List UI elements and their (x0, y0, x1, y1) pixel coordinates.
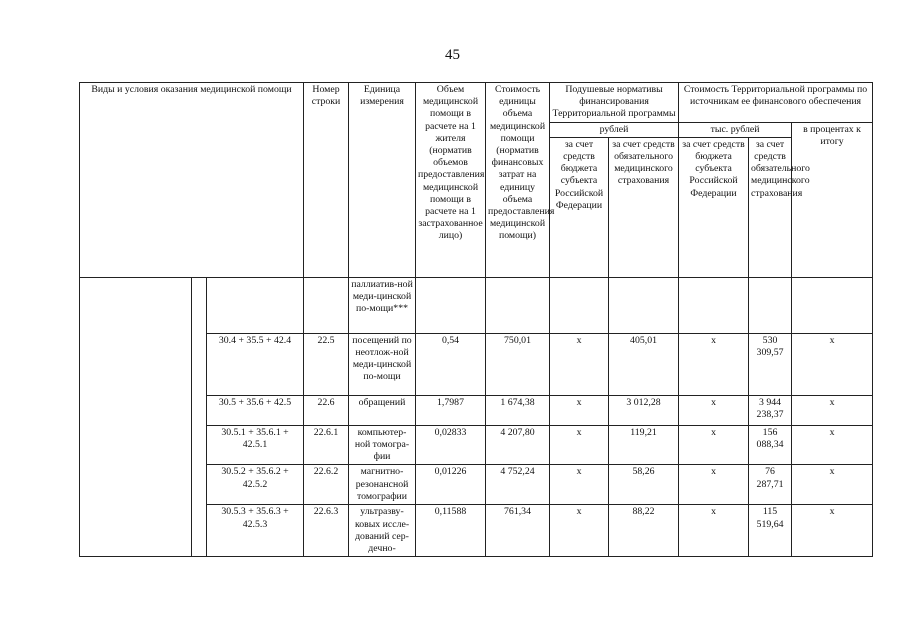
row-num-cell (304, 277, 349, 333)
volume-cell (416, 277, 486, 333)
volume-cell: 0,11588 (416, 505, 486, 557)
pct-cell: x (792, 425, 873, 465)
pct-cell: x (792, 505, 873, 557)
t-oms-cell: 3 944 238,37 (749, 395, 792, 425)
cost-cell: 1 674,38 (486, 395, 550, 425)
table-row (80, 277, 873, 333)
ref-cell: 30.5 + 35.6 + 42.5 (207, 395, 304, 425)
volume-cell: 0,01226 (416, 465, 486, 505)
volume-cell: 0,02833 (416, 425, 486, 465)
t-budget-cell: x (679, 395, 749, 425)
row-num-cell: 22.5 (304, 333, 349, 395)
financing-table (79, 82, 873, 557)
header-per-capita: Подушевые нормативы финансирования Территориальной программы (550, 83, 679, 123)
row-num-cell: 22.6.2 (304, 465, 349, 505)
header-t-budget: за счет средств бюджета субъекта Российской Федерации (679, 137, 749, 277)
ref-cell: 30.5.3 + 35.6.3 + 42.5.3 (207, 505, 304, 557)
pc-oms-cell: 3 012,28 (609, 395, 679, 425)
t-budget-cell: x (679, 465, 749, 505)
ref-cell: 30.5.2 + 35.6.2 + 42.5.2 (207, 465, 304, 505)
pct-cell: x (792, 395, 873, 425)
t-budget-cell (679, 277, 749, 333)
header-row-1 (80, 83, 873, 123)
pc-oms-cell: 119,21 (609, 425, 679, 465)
t-oms-cell: 76 287,71 (749, 465, 792, 505)
cost-cell: 4 207,80 (486, 425, 550, 465)
page-number: 45 (445, 47, 460, 63)
header-territorial: Стоимость Территориальной программы по источникам ее финансового обеспечения (679, 83, 873, 123)
header-pc-budget: за счет средств бюджета субъекта Российской Федерации (550, 137, 609, 277)
unit-cell: паллиатив-ной меди-цинской по-мощи*** (349, 277, 416, 333)
pc-budget-cell: x (550, 333, 609, 395)
header-cost: Стоимость единицы объема медицинской помощи (норматив финансовых затрат на единицу объема предоставления медицинской помощи) (486, 83, 550, 278)
header-types: Виды и условия оказания медицинской помощи (80, 83, 304, 278)
row-num-cell: 22.6 (304, 395, 349, 425)
t-budget-cell: x (679, 333, 749, 395)
header-unit: Единица измерения (349, 83, 416, 278)
t-budget-cell: x (679, 425, 749, 465)
volume-cell: 0,54 (416, 333, 486, 395)
volume-cell: 1,7987 (416, 395, 486, 425)
pc-budget-cell (550, 277, 609, 333)
header-volume: Объем медицинской помощи в расчете на 1 жителя (норматив объемов предоставления медицинской помощи в расчете на 1 застрахованное лицо) (416, 83, 486, 278)
header-pc-oms: за счет средств обязательного медицинского страхования (609, 137, 679, 277)
unit-cell: ультразву-ковых иссле-дований сер-дечно- (349, 505, 416, 557)
row-num-cell: 22.6.1 (304, 425, 349, 465)
header-thousand-rubles: тыс. рублей (679, 122, 792, 137)
pc-budget-cell: x (550, 395, 609, 425)
row-num-cell: 22.6.3 (304, 505, 349, 557)
header-row-number: Номер строки (304, 83, 349, 278)
t-oms-cell: 156 088,34 (749, 425, 792, 465)
cost-cell: 4 752,24 (486, 465, 550, 505)
t-budget-cell: x (679, 505, 749, 557)
pc-oms-cell: 58,26 (609, 465, 679, 505)
unit-cell: обращений (349, 395, 416, 425)
pct-cell (792, 277, 873, 333)
pct-cell: x (792, 333, 873, 395)
ref-cell: 30.5.1 + 35.6.1 + 42.5.1 (207, 425, 304, 465)
unit-cell: магнитно-резонансной томографии (349, 465, 416, 505)
types-subcell (192, 277, 207, 557)
ref-cell: 30.4 + 35.5 + 42.4 (207, 333, 304, 395)
pc-oms-cell: 405,01 (609, 333, 679, 395)
header-t-oms: за счет средств обязательного медицинского страхования (749, 137, 792, 277)
cost-cell: 761,34 (486, 505, 550, 557)
types-cell (80, 277, 192, 557)
pc-budget-cell: x (550, 425, 609, 465)
cost-cell: 750,01 (486, 333, 550, 395)
header-percent: в процентах к итогу (792, 122, 873, 277)
ref-cell (207, 277, 304, 333)
unit-cell: компьютер-ной томогра-фии (349, 425, 416, 465)
t-oms-cell: 530 309,57 (749, 333, 792, 395)
pc-oms-cell: 88,22 (609, 505, 679, 557)
cost-cell (486, 277, 550, 333)
pc-budget-cell: x (550, 465, 609, 505)
unit-cell: посещений по неотлож-ной меди-цинской по-мощи (349, 333, 416, 395)
header-rubles: рублей (550, 122, 679, 137)
pct-cell: x (792, 465, 873, 505)
t-oms-cell (749, 277, 792, 333)
pc-oms-cell (609, 277, 679, 333)
t-oms-cell: 115 519,64 (749, 505, 792, 557)
pc-budget-cell: x (550, 505, 609, 557)
